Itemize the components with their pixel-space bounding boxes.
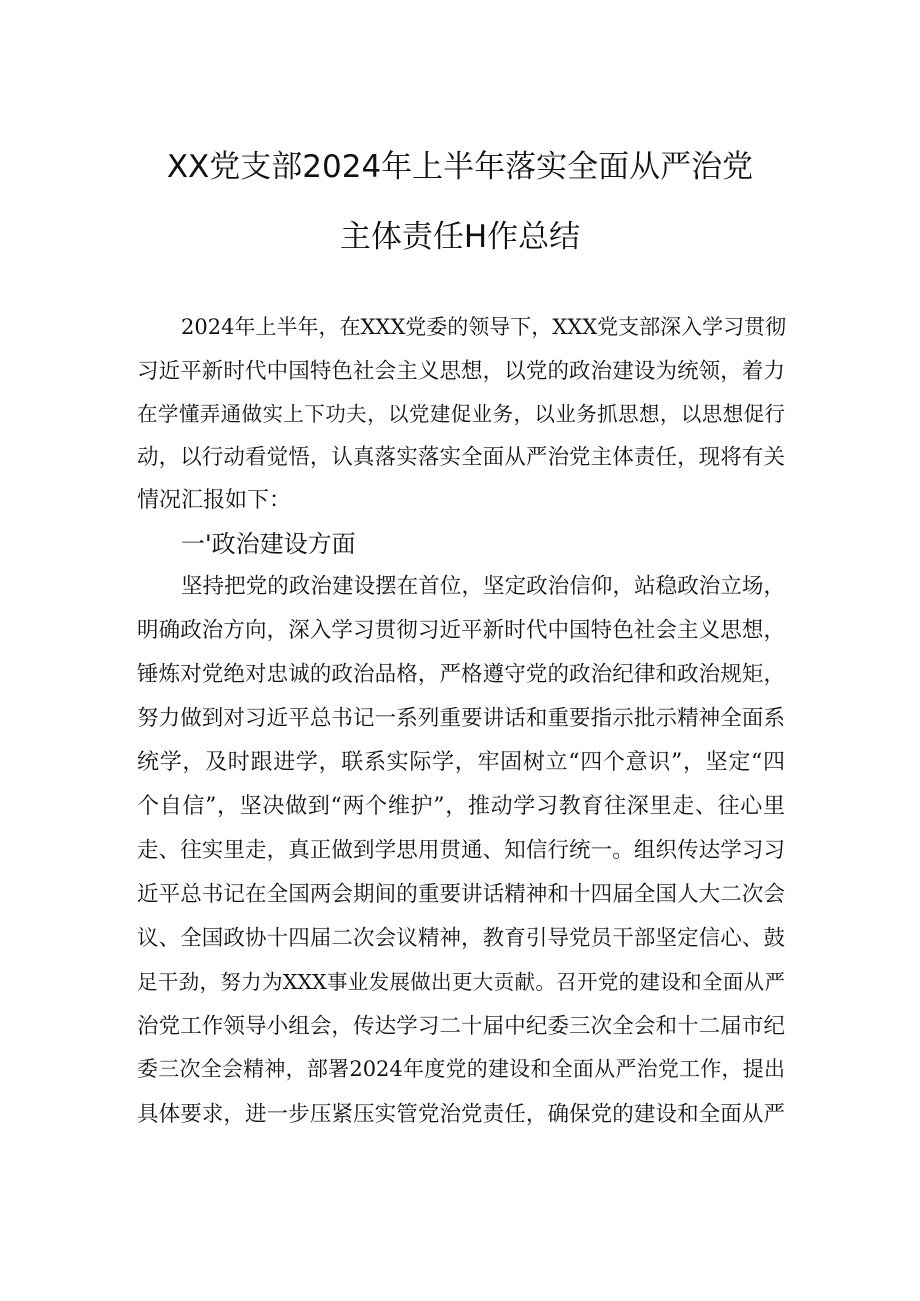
intro-paragraph-line: 情况汇报如下：: [137, 488, 292, 513]
section-paragraph-line: 努力做到对习近平总书记一系列重要讲话和重要指示批示精神全面系: [137, 706, 785, 731]
section-heading-political-construction: 一'政治建设方面: [181, 530, 356, 558]
section-paragraph-line: 个自信”，坚决做到“两个维护”，推动学习教育往深里走、往心里: [137, 794, 785, 819]
section-paragraph-line: 委三次全会精神，部署2024年度党的建设和全面从严治党工作，提出: [137, 1057, 785, 1081]
intro-paragraph-line: 习近平新时代中国特色社会主义思想，以党的政治建设为统领，着力: [137, 359, 785, 384]
section-paragraph-line: 足干劲，努力为XXX事业发展做出更大贡献。召开党的建设和全面从严: [137, 970, 785, 994]
section-paragraph-line: 统学，及时跟进学，联系实际学，牢固树立“四个意识”，坚定“四: [137, 750, 785, 775]
intro-paragraph-line: 在学懂弄通做实上下功夫，以党建促业务，以业务抓思想，以思想促行: [137, 402, 785, 426]
intro-paragraph-line: 动，以行动看觉悟，认真落实落实全面从严治党主体责任，现将有关: [137, 445, 785, 470]
section-paragraph-line: 明确政治方向，深入学习贯彻习近平新时代中国特色社会主义思想，: [137, 618, 785, 643]
section-paragraph-line: 坚持把党的政治建设摆在首位，坚定政治信仰，站稳政治立场，: [181, 574, 785, 599]
section-paragraph-line: 议、全国政协十四届二次会议精神，教育引导党员干部坚定信心、鼓: [137, 926, 785, 951]
section-paragraph-line: 具体要求，进一步压紧压实管党治党责任，确保党的建设和全面从严: [137, 1102, 785, 1127]
section-paragraph-line: 近平总书记在全国两会期间的重要讲话精神和十四届全国人大二次会: [137, 882, 785, 907]
section-paragraph-line: 走、往实里走，真正做到学思用贯通、知信行统一。组织传达学习习: [137, 838, 785, 863]
section-paragraph-line: 治党工作领导小组会，传达学习二十届中纪委三次全会和十二届市纪: [137, 1014, 785, 1039]
intro-paragraph-line: 2024年上半年，在XXX党委的领导下，XXX党支部深入学习贯彻: [181, 315, 787, 339]
document-title-line-1: XX党支部2024年上半年落实全面从严治党: [166, 149, 754, 185]
section-paragraph-line: 锤炼对党绝对忠诚的政治品格，严格遵守党的政治纪律和政治规矩，: [137, 662, 785, 687]
document-title-line-2: 主体责任H作总结: [339, 219, 581, 255]
